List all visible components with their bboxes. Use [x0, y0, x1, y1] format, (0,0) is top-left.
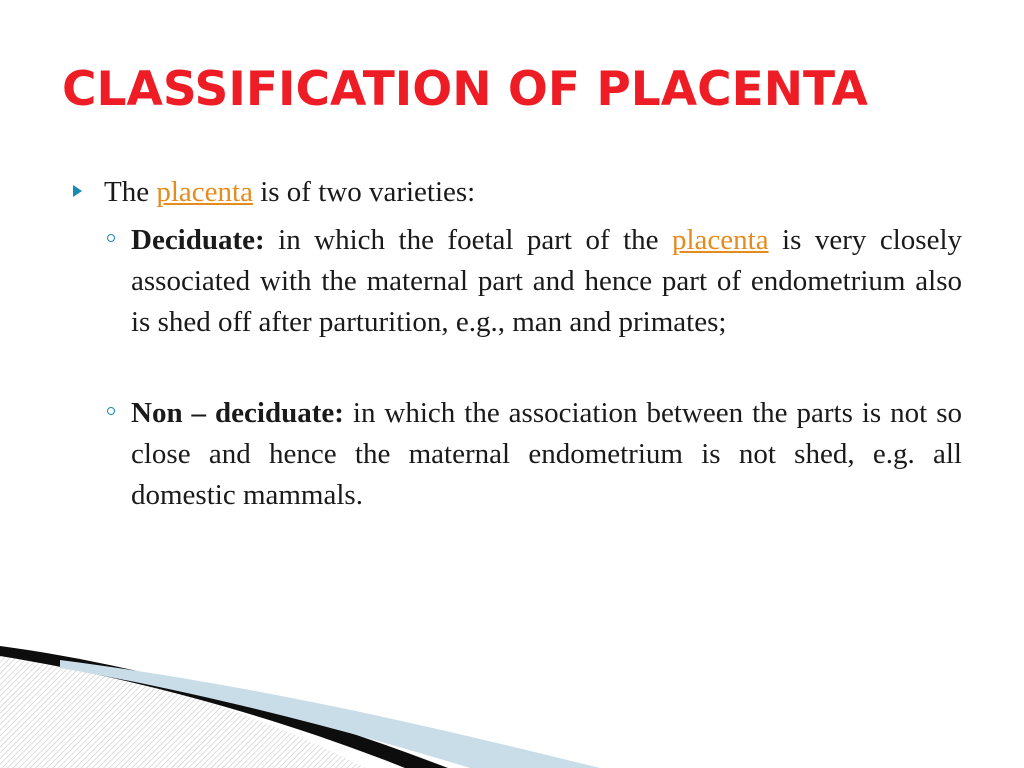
placenta-link[interactable]: placenta — [156, 176, 253, 208]
placenta-link-2[interactable]: placenta — [671, 224, 769, 256]
term-non-deciduate: Non – deciduate: — [131, 397, 344, 429]
non-deciduate-text: in which the association between the parts is not so close and hence the maternal endometrium is not shed, e.g. all domestic mammals. — [131, 397, 962, 511]
slide-title: CLASSIFICATION OF PLACENTA — [62, 62, 868, 117]
intro-text-after: is of two varieties: — [252, 176, 476, 208]
intro-text-before: The — [104, 176, 157, 208]
deciduate-text-before: in which the foetal part of the — [264, 224, 672, 256]
term-deciduate: Deciduate: — [131, 224, 265, 256]
deciduate-text-after: is very closely associated with the maternal part and hence part of endometrium also is shed off after parturition, e.g., man and primates; — [131, 224, 963, 338]
